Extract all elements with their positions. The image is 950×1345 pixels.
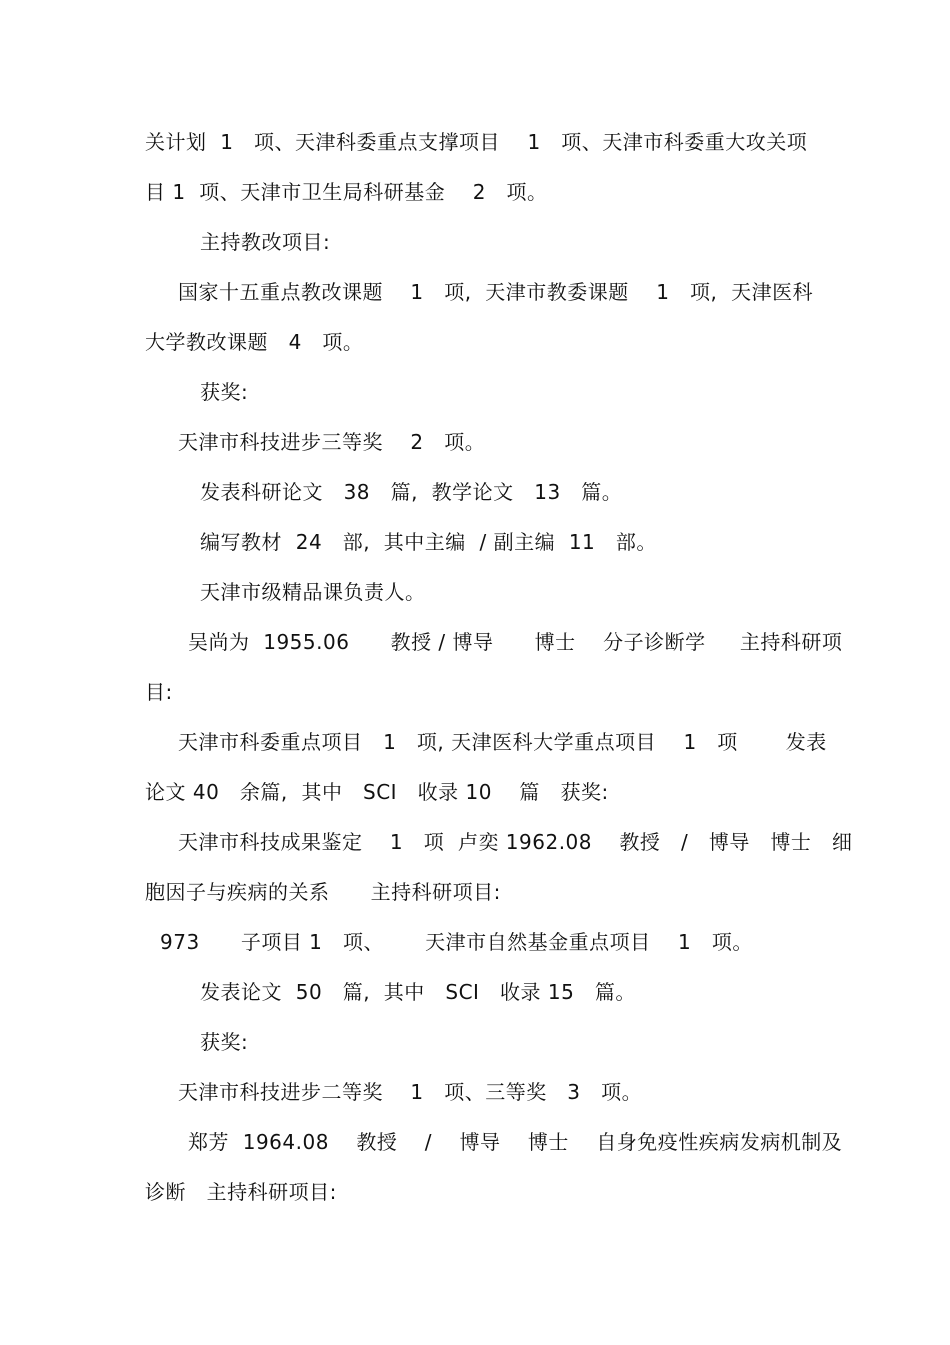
text-line: 关计划 1 项、天津科委重点支撑项目 1 项、天津市科委重大攻关项 [145, 130, 808, 154]
text-line: 目 1 项、天津市卫生局科研基金 2 项。 [145, 180, 548, 204]
text-line: 大学教改课题 4 项。 [145, 330, 364, 354]
text-line: 天津市科技进步三等奖 2 项。 [178, 430, 486, 454]
section-heading: 主持教改项目: [200, 230, 331, 254]
text-line: 天津市科委重点项目 1 项, 天津医科大学重点项目 1 项 发表 [178, 730, 827, 754]
text-line: 论文 40 余篇, 其中 SCI 收录 10 篇 获奖: [145, 780, 609, 804]
text-line: 天津市科技成果鉴定 1 项 卢奕 1962.08 教授 / 博导 博士 细 [178, 830, 853, 854]
text-line: 973 子项目 1 项、 天津市自然基金重点项目 1 项。 [160, 930, 753, 954]
text-line: 编写教材 24 部, 其中主编 / 副主编 11 部。 [200, 530, 657, 554]
text-line: 胞因子与疾病的关系 主持科研项目: [145, 880, 501, 904]
text-line: 郑芳 1964.08 教授 / 博导 博士 自身免疫性疾病发病机制及 [188, 1130, 843, 1154]
text-line: 吴尚为 1955.06 教授 / 博导 博士 分子诊断学 主持科研项 [188, 630, 843, 654]
section-heading: 获奖: [200, 380, 249, 404]
text-line: 目: [145, 680, 173, 704]
text-line: 天津市级精品课负责人。 [200, 580, 426, 604]
text-line: 发表论文 50 篇, 其中 SCI 收录 15 篇。 [200, 980, 636, 1004]
text-line: 诊断 主持科研项目: [145, 1180, 337, 1204]
text-line: 天津市科技进步二等奖 1 项、三等奖 3 项。 [178, 1080, 643, 1104]
section-heading: 获奖: [200, 1030, 249, 1054]
text-line: 国家十五重点教改课题 1 项, 天津市教委课题 1 项, 天津医科 [178, 280, 814, 304]
text-line: 发表科研论文 38 篇, 教学论文 13 篇。 [200, 480, 623, 504]
